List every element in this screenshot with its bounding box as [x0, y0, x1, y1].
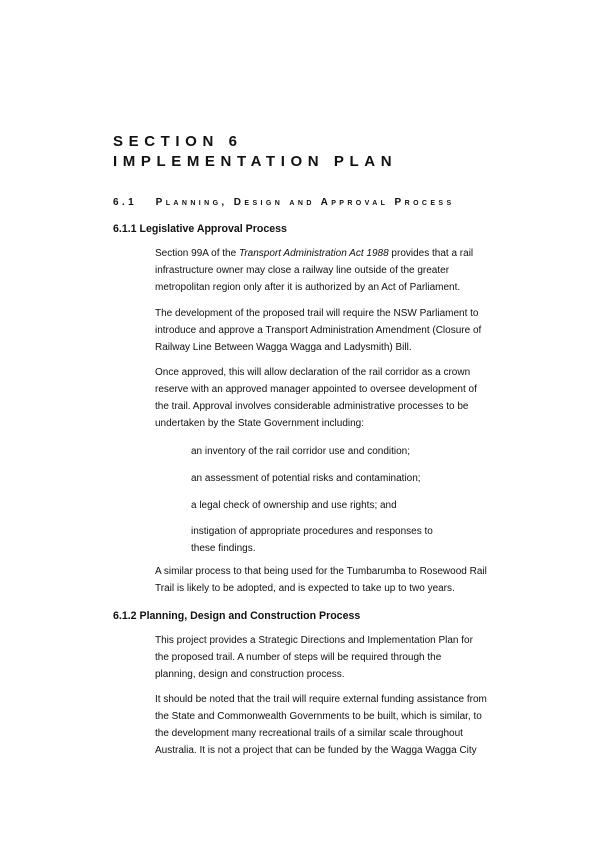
paragraph-strategic-directions	[155, 632, 515, 683]
section-title-line1: SECTION 6	[113, 133, 243, 150]
list-item	[191, 497, 397, 514]
paragraph-once-approved	[155, 364, 515, 432]
list-item-line: a legal check of ownership and use rights; and	[191, 500, 397, 511]
heading-6-1-number: 6.1	[113, 197, 138, 208]
act-title: Transport Administration Act 1988	[238, 248, 389, 259]
paragraph-line: Trail is likely to be adopted, and is expected to take up to two years.	[155, 583, 455, 594]
heading-6-1-1: 6.1.1 Legislative Approval Process	[113, 223, 287, 235]
list-item-line: instigation of appropriate procedures and responses to	[191, 526, 433, 537]
paragraph-section-99a	[155, 245, 515, 296]
paragraph-line: planning, design and construction process.	[155, 669, 345, 680]
paragraph-line: Railway Line Between Wagga Wagga and Ladysmith) Bill.	[155, 342, 412, 353]
paragraph-similar-process	[155, 563, 515, 597]
list-item-line: an inventory of the rail corridor use and condition;	[191, 446, 411, 457]
list-item-line: an assessment of potential risks and contamination;	[191, 473, 421, 484]
heading-6-1	[113, 196, 455, 211]
heading-6-1-smallcaps: PPROVAL	[331, 200, 389, 207]
paragraph-line: This project provides a Strategic Directions and Implementation Plan for	[155, 635, 473, 646]
paragraph-line: the development many recreational trails of a similar scale throughout	[155, 728, 463, 739]
heading-6-1-cap: P	[155, 197, 166, 208]
paragraph-line: the State and Commonwealth Governments to be built, which is similar, to	[155, 711, 482, 722]
paragraph-nsw-parliament	[155, 305, 515, 356]
heading-6-1-2: 6.1.2 Planning, Design and Construction Process	[113, 610, 361, 622]
paragraph-line: A similar process to that being used for the Tumbarumba to Rosewood Rail	[155, 566, 487, 577]
heading-6-1-cap: P	[394, 197, 405, 208]
heading-6-1-comma: ,	[221, 197, 228, 208]
paragraph-line: Australia. It is not a project that can be funded by the Wagga Wagga City	[155, 745, 477, 756]
paragraph-line: It should be noted that the trail will require external funding assistance from	[155, 694, 487, 705]
list-item	[191, 523, 433, 557]
section-title-line2: IMPLEMENTATION PLAN	[113, 153, 398, 170]
paragraph-line: The development of the proposed trail will require the NSW Parliament to	[155, 308, 479, 319]
heading-6-1-cap: A	[320, 197, 332, 208]
list-item	[191, 443, 410, 460]
paragraph-line: metropolitan region only after it is authorized by an Act of Parliament.	[155, 282, 461, 293]
paragraph-line: introduce and approve a Transport Administration Amendment (Closure of	[155, 325, 482, 336]
paragraph-line: Once approved, this will allow declaration of the rail corridor as a crown	[155, 367, 471, 378]
paragraph-line: infrastructure owner may close a railway line outside of the greater	[155, 265, 450, 276]
heading-6-1-cap: D	[233, 197, 245, 208]
heading-6-1-smallcaps: LANNING	[165, 200, 222, 207]
paragraph-line: undertaken by the State Government including:	[155, 418, 365, 429]
paragraph-line: the proposed trail. A number of steps will be required through the	[155, 652, 442, 663]
text-run: provides that a rail	[388, 248, 474, 259]
heading-6-1-smallcaps: ROCESS	[404, 200, 455, 207]
paragraph-line	[155, 245, 515, 262]
heading-6-1-smallcaps: ESIGN	[244, 200, 284, 207]
list-item-line: these findings.	[191, 543, 256, 554]
text-run: Section 99A of the	[155, 248, 239, 259]
paragraph-line: the trail. Approval involves considerable administrative processes to be	[155, 401, 469, 412]
list-item	[191, 470, 421, 487]
paragraph-line: reserve with an approved manager appointed to oversee development of	[155, 384, 477, 395]
heading-6-1-smallcaps: AND	[289, 200, 315, 207]
paragraph-external-funding	[155, 691, 515, 759]
